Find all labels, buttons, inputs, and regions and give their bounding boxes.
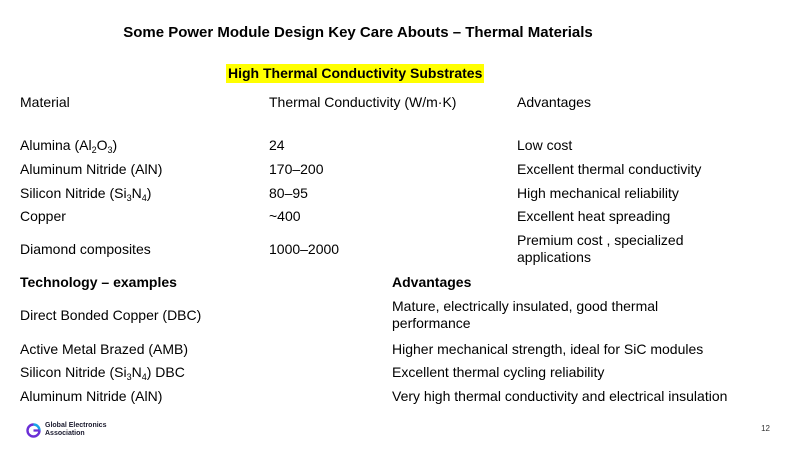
header-conductivity: Thermal Conductivity (W/m·K) <box>269 94 457 110</box>
header-technology: Technology – examples <box>20 274 177 290</box>
advantage-cell: Excellent heat spreading <box>517 208 671 224</box>
slide-title: Some Power Module Design Key Care Abouts – Thermal Materials <box>123 24 593 41</box>
technology-cell: Aluminum Nitride (AlN) <box>20 388 163 404</box>
advantage-cell: Very high thermal conductivity and electrical insulation <box>392 388 728 404</box>
advantage-cell: Excellent thermal conductivity <box>517 161 702 177</box>
material-cell: Silicon Nitride $(Si_3N_4)$ <box>20 185 152 203</box>
advantage-cell: Excellent thermal cycling reliability <box>392 364 605 380</box>
technology-cell: Silicon Nitride $(Si_3N_4)$ DBC <box>20 364 185 382</box>
advantage-cell: High mechanical reliability <box>517 185 679 201</box>
page-number: 12 <box>761 424 770 433</box>
material-cell: Diamond composites <box>20 241 151 257</box>
material-cell: Copper <box>20 208 66 224</box>
logo-text: Global Electronics Association <box>45 422 107 437</box>
logo-mark-icon <box>26 423 41 438</box>
conductivity-cell: 24 <box>269 137 285 153</box>
material-cell: Aluminum Nitride (AlN) <box>20 161 163 177</box>
conductivity-cell: 1000–2000 <box>269 241 340 257</box>
header-material: Material <box>20 94 70 110</box>
header-advantages: Advantages <box>392 274 472 290</box>
advantage-cell: Premium cost , specialized applications <box>517 232 684 265</box>
conductivity-cell: ~400 <box>269 208 301 224</box>
technology-cell: Active Metal Brazed (AMB) <box>20 341 189 357</box>
section-subtitle: High Thermal Conductivity Substrates <box>228 65 483 81</box>
technology-cell: Direct Bonded Copper (DBC) <box>20 307 202 323</box>
advantage-cell: Higher mechanical strength, ideal for SiC modules <box>392 341 704 357</box>
conductivity-cell: 170–200 <box>269 161 324 177</box>
material-cell: Alumina $(Al_2O_3)$ <box>20 137 118 155</box>
footer-logo <box>26 422 106 438</box>
conductivity-cell: 80–95 <box>269 185 308 201</box>
advantage-cell: Low cost <box>517 137 573 153</box>
header-advantages: Advantages <box>517 94 591 110</box>
advantage-cell: Mature, electrically insulated, good thermal performance <box>392 298 659 331</box>
